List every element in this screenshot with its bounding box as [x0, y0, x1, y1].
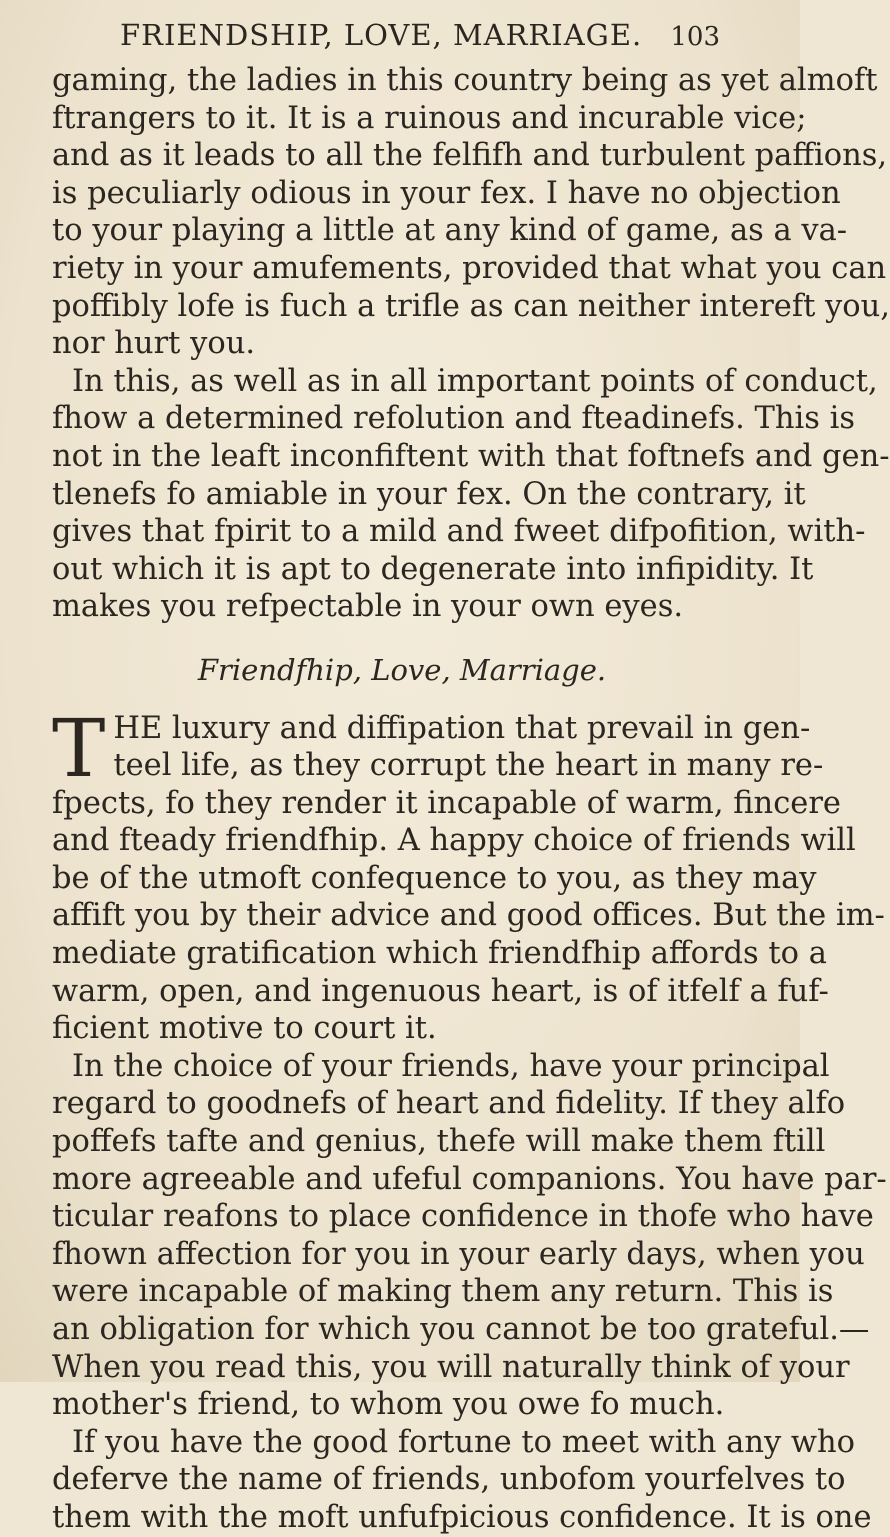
paragraph-conduct	[52, 363, 890, 626]
text-line: mother's friend, to whom you owe fo much.	[52, 1387, 725, 1423]
text-line: them with the moft unfufpicious confidence. It is one	[52, 1499, 872, 1535]
text-line: affift you by their advice and good offices. But the im-	[52, 898, 885, 934]
paragraph-choice-of-friends	[52, 1048, 887, 1424]
text-line: fhow a determined refolution and fteadinefs. This is	[52, 401, 856, 437]
text-line: fpects, fo they render it incapable of warm, fincere	[52, 785, 841, 821]
text-line: gives that fpirit to a mild and fweet difpofition, with-	[52, 514, 866, 550]
text-line: nor hurt you.	[52, 326, 256, 362]
text-line: fhown affection for you in your early days, when you	[52, 1236, 865, 1272]
text-line: deferve the name of friends, unbofom yourfelves to	[52, 1462, 846, 1498]
text-line: to your playing a little at any kind of game, as a va-	[52, 213, 848, 249]
text-line: were incapable of making them any return. This is	[52, 1274, 834, 1310]
text-line: regard to goodnefs of heart and fidelity. If they alfo	[52, 1086, 846, 1122]
text-line: not in the leaft inconfiftent with that foftnefs and gen-	[52, 438, 890, 474]
text-line: ftrangers to it. It is a ruinous and incurable vice;	[52, 100, 807, 136]
text-line: warm, open, and ingenuous heart, is of itfelf a fuf-	[52, 973, 829, 1009]
text-line: poffibly lofe is fuch a trifle as can neither intereft you,	[52, 288, 890, 324]
drop-cap: T	[52, 701, 106, 795]
text-line: poffefs tafte and genius, thefe will make them ftill	[52, 1124, 826, 1160]
text-line: mediate gratification which friendfhip affords to a	[52, 936, 827, 972]
text-line: ticular reafons to place confidence in thofe who have	[52, 1199, 874, 1235]
paragraph-gaming	[52, 62, 890, 363]
paragraph-good-fortune	[52, 1424, 872, 1537]
section-heading: Friendfhip, Love, Marriage.	[197, 652, 607, 687]
text-line: out which it is apt to degenerate into infipidity. It	[52, 551, 814, 587]
text-line: riety in your amufements, provided that what you can	[52, 250, 887, 286]
text-line: tlenefs fo amiable in your fex. On the contrary, it	[52, 476, 806, 512]
text-line: HE luxury and diffipation that prevail in gen-	[113, 710, 811, 746]
text-line: teel life, as they corrupt the heart in many re-	[113, 748, 824, 784]
text-line: and fteady friendfhip. A happy choice of friends will	[52, 823, 856, 859]
body-text	[52, 62, 890, 1537]
text-line: and as it leads to all the felfifh and turbulent paffions,	[52, 138, 888, 174]
text-line: If you have the good fortune to meet with any who	[72, 1424, 856, 1460]
text-line: more agreeable and ufeful companions. You have par-	[52, 1161, 887, 1197]
text-line: is peculiarly odious in your fex. I have no objection	[52, 175, 841, 211]
running-title: FRIENDSHIP, LOVE, MARRIAGE.	[120, 18, 643, 52]
text-line: makes you refpectable in your own eyes.	[52, 589, 684, 625]
text-line: gaming, the ladies in this country being as yet almoft	[52, 63, 878, 98]
paragraph-luxury	[52, 701, 885, 1048]
running-head	[60, 18, 740, 58]
text-line: When you read this, you will naturally think of your	[52, 1349, 850, 1385]
text-line: ficient motive to court it.	[52, 1011, 437, 1047]
text-line: In the choice of your friends, have your principal	[72, 1048, 830, 1084]
text-line: be of the utmoft confequence to you, as they may	[52, 860, 817, 896]
page-number: 103	[670, 22, 720, 52]
text-line: In this, as well as in all important points of conduct,	[72, 363, 878, 399]
text-line: an obligation for which you cannot be too grateful.—	[52, 1312, 870, 1347]
